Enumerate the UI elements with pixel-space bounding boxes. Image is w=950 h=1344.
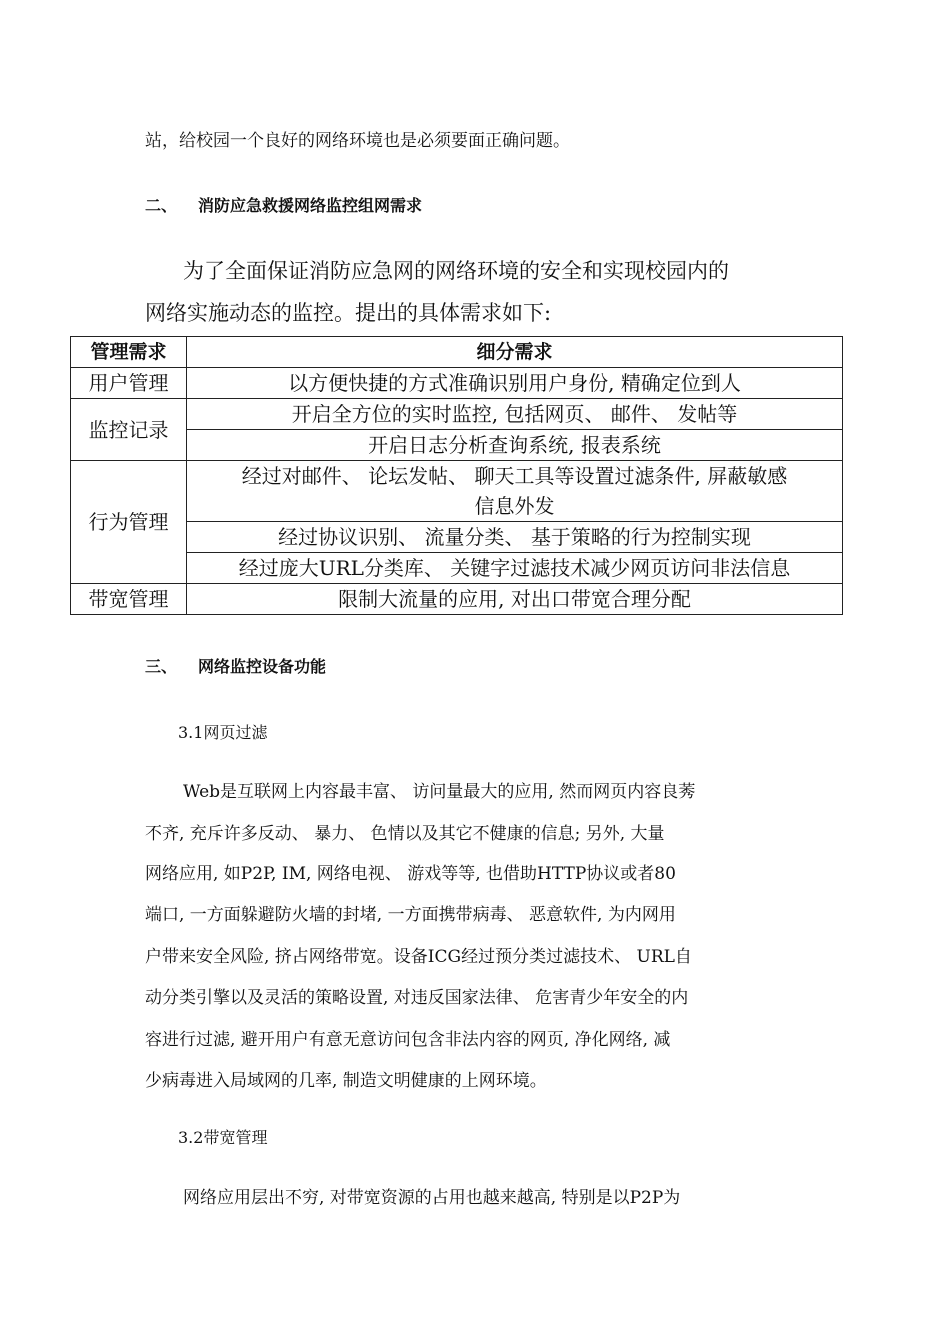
table-row (71, 522, 843, 553)
detail-cell: 限制大流量的应用, 对出口带宽合理分配 (187, 584, 843, 615)
paragraph-line: 端口, 一方面躲避防火墙的封堵, 一方面携带病毒、 恶意软件, 为内网用 (145, 905, 676, 925)
detail-line: 经过对邮件、 论坛发帖、 聊天工具等设置过滤条件, 屏蔽敏感 (241, 464, 788, 488)
table-row (71, 430, 843, 461)
header-category: 管理需求 (71, 337, 187, 368)
detail-line: 信息外发 (474, 494, 555, 518)
requirements-table (70, 336, 843, 615)
detail-cell (187, 461, 843, 522)
section2-title: 消防应急救援网络监控组网需求 (198, 196, 423, 215)
detail-cell: 以方便快捷的方式准确识别用户身份, 精确定位到人 (187, 368, 843, 399)
paragraph-line: 不齐, 充斥许多反动、 暴力、 色情以及其它不健康的信息; 另外, 大量 (145, 824, 665, 844)
section3-number: 三、 (145, 657, 178, 676)
table-row (71, 584, 843, 615)
category-cell: 用户管理 (71, 368, 187, 399)
table-row (71, 553, 843, 584)
paragraph-line: Web是互联网上内容最丰富、 访问量最大的应用, 然而网页内容良莠 (183, 782, 696, 802)
section2-para-line2: 网络实施动态的监控。提出的具体需求如下: (145, 301, 552, 325)
detail-cell: 经过庞大URL分类库、 关键字过滤技术减少网页访问非法信息 (187, 553, 843, 584)
paragraph-line: 少病毒进入局域网的几率, 制造文明健康的上网环境。 (145, 1071, 547, 1091)
category-cell: 监控记录 (71, 399, 187, 461)
section2-number: 二、 (145, 196, 178, 215)
paragraph-line: 网络应用, 如P2P, IM, 网络电视、 游戏等等, 也借助HTTP协议或者80 (145, 864, 676, 884)
paragraph-line: 户带来安全风险, 挤占网络带宽。设备ICG经过预分类过滤技术、 URL自 (145, 947, 692, 967)
detail-cell: 开启全方位的实时监控, 包括网页、 邮件、 发帖等 (187, 399, 843, 430)
category-cell: 带宽管理 (71, 584, 187, 615)
table-row (71, 368, 843, 399)
detail-cell: 开启日志分析查询系统, 报表系统 (187, 430, 843, 461)
paragraph-line: 容进行过滤, 避开用户有意无意访问包含非法内容的网页, 净化网络, 减 (145, 1030, 671, 1050)
section2-para-line1: 为了全面保证消防应急网的网络环境的安全和实现校园内的 (183, 259, 729, 283)
category-cell: 行为管理 (71, 461, 187, 584)
detail-cell: 经过协议识别、 流量分类、 基于策略的行为控制实现 (187, 522, 843, 553)
table-row (71, 461, 843, 522)
intro-line: 站，给校园一个良好的网络环境也是必须要面正确问题。 (145, 131, 570, 151)
table-header-row (71, 337, 843, 368)
subsection-3-2-title: 3.2带宽管理 (178, 1128, 268, 1147)
table-row (71, 399, 843, 430)
paragraph-line: 动分类引擎以及灵活的策略设置, 对违反国家法律、 危害青少年安全的内 (145, 988, 689, 1008)
subsection-3-1-title: 3.1网页过滤 (178, 723, 268, 742)
header-detail: 细分需求 (187, 337, 843, 368)
section3-title: 网络监控设备功能 (198, 657, 327, 676)
paragraph-line: 网络应用层出不穷, 对带宽资源的占用也越来越高, 特别是以P2P为 (183, 1188, 681, 1208)
